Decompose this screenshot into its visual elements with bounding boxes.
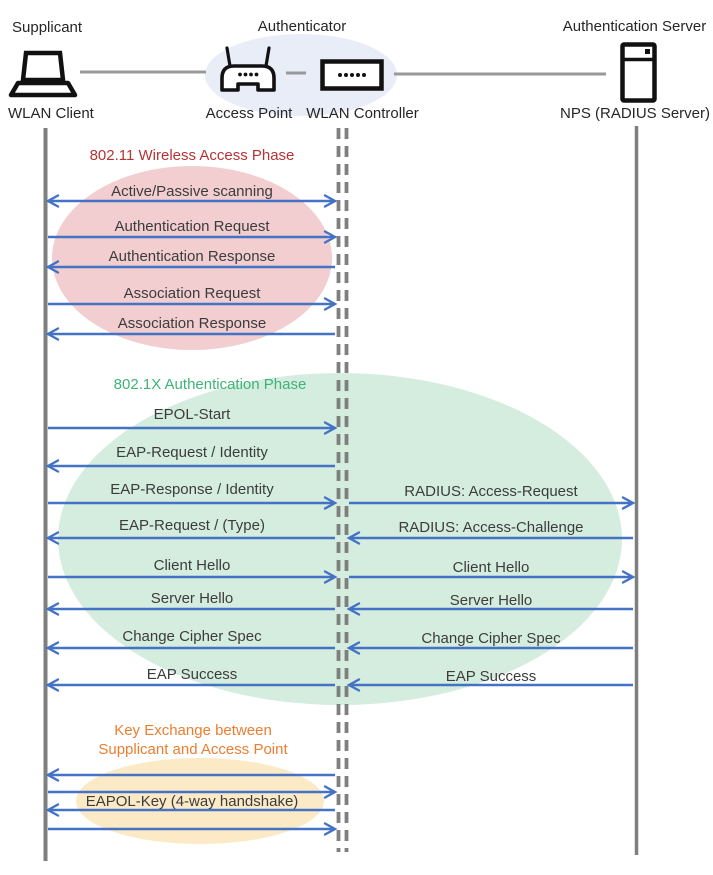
message-label: EPOL-Start — [153, 406, 231, 423]
server-icon — [620, 42, 658, 104]
phase3-title-line1: Key Exchange between — [114, 722, 272, 739]
device-nps-label: NPS (RADIUS Server) — [559, 105, 711, 122]
message-label: Active/Passive scanning — [111, 183, 273, 200]
message-label: Change Cipher Spec — [421, 630, 561, 647]
message-label: EAP-Request / Identity — [116, 444, 268, 461]
actor-auth-server-label: Authentication Server — [562, 18, 707, 35]
message-label: EAP-Request / (Type) — [119, 517, 265, 534]
message-label: Authentication Response — [108, 248, 276, 265]
access-point-icon — [216, 44, 280, 100]
message-label: EAPOL-Key (4-way handshake) — [85, 793, 299, 810]
message-label: EAP Success — [146, 666, 238, 683]
wlan-controller-icon — [320, 59, 384, 91]
message-label: Association Response — [117, 315, 267, 332]
laptop-icon — [8, 50, 78, 100]
phase2-title: 802.1X Authentication Phase — [113, 376, 307, 393]
device-access-point-label: Access Point — [205, 105, 293, 122]
phase3-title-line2: Supplicant and Access Point — [98, 741, 288, 758]
message-label: RADIUS: Access-Challenge — [398, 519, 584, 536]
message-label: Authentication Request — [114, 218, 270, 235]
device-wlan-client-label: WLAN Client — [8, 105, 94, 122]
message-label: Change Cipher Spec — [122, 628, 262, 645]
actor-supplicant-label: Supplicant — [12, 19, 83, 36]
message-label: RADIUS: Access-Request — [404, 483, 578, 500]
message-label: EAP-Response / Identity — [110, 481, 274, 498]
phase1-title: 802.11 Wireless Access Phase — [89, 147, 295, 164]
message-label: EAP Success — [445, 668, 537, 685]
message-label: Association Request — [123, 285, 261, 302]
message-label: Server Hello — [449, 592, 533, 609]
message-label: Server Hello — [150, 590, 234, 607]
device-wlan-controller-label: WLAN Controller — [306, 105, 419, 122]
message-label: Client Hello — [153, 557, 231, 574]
actor-authenticator-label: Authenticator — [257, 18, 347, 35]
phase3-title — [68, 721, 318, 759]
message-label: Client Hello — [452, 559, 530, 576]
